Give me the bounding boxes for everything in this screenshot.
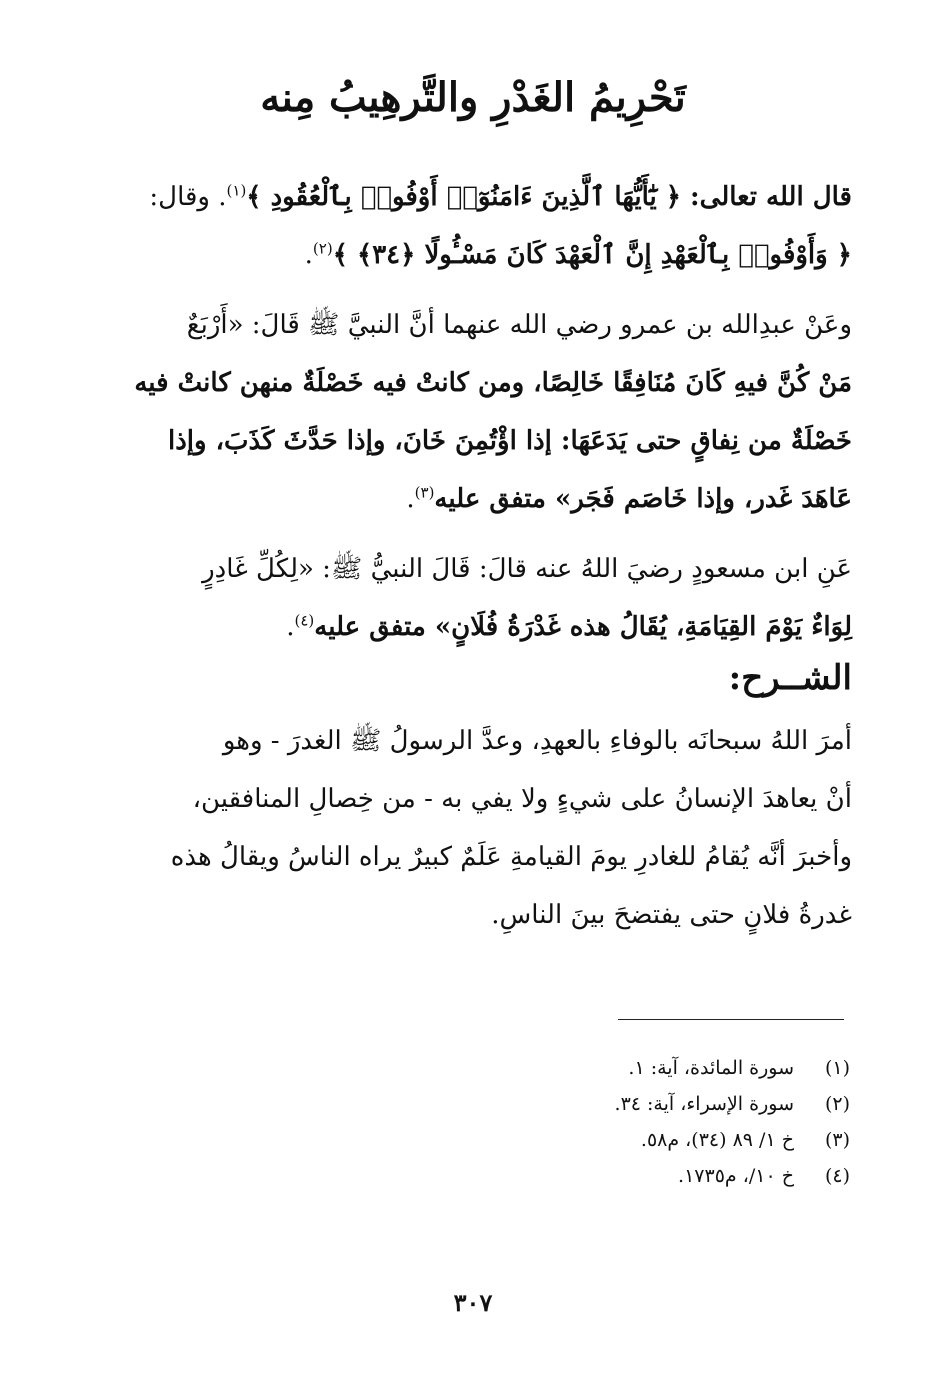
footnote-ref: (٢) — [312, 239, 333, 258]
intro-text: . وقال: — [149, 182, 227, 212]
footnote-text: سورة المائدة، آية: ١. — [628, 1057, 794, 1079]
commentary-line: غدرةُ فلانٍ حتى يفتضحَ بينَ الناسِ. — [491, 900, 852, 930]
footnotes-list — [430, 1050, 850, 1194]
footnote-number: (٣) — [824, 1129, 850, 1151]
footnote-separator — [618, 1019, 844, 1020]
hadith-text: عَاهَدَ غَدر، وإذا خَاصَم فَجَر» متفق عليه — [434, 484, 852, 514]
commentary-line: وأخبرَ أنَّه يُقامُ للغادرِ يومَ القيامةِ عَلَمٌ كبيرٌ يراه الناسُ ويقالُ هذه — [170, 842, 852, 872]
hadith-end: . — [406, 484, 415, 514]
hadith-end: . — [286, 612, 295, 642]
hadith-line — [94, 598, 852, 656]
hadith-paragraph — [94, 540, 852, 656]
footnote-ref: (٤) — [294, 611, 315, 630]
footnote-text: سورة الإسراء، آية: ٣٤. — [614, 1093, 794, 1115]
footnote-ref: (٣) — [414, 483, 435, 502]
commentary-heading: الشــرح: — [728, 658, 852, 698]
quran-verse: قال الله تعالى: ﴿ يَٰٓأَيُّهَا ٱلَّذِينَ ءَامَنُوٓا۟ أَوْفُوا۟ بِٱلْعُقُودِ ﴾ — [246, 182, 852, 212]
footnote-item — [430, 1086, 850, 1122]
chapter-title: تَحْرِيمُ الغَدْرِ والتَّرهِيبُ مِنه — [260, 74, 686, 121]
intro-line — [94, 226, 852, 284]
page-number: ٣٠٧ — [453, 1288, 493, 1317]
hadith-line: وعَنْ عبدِالله بن عمرو رضي الله عنهما أنَّ النبيَّ ﷺ قَالَ: «أَرْبَعٌ — [186, 310, 852, 340]
quran-intro-paragraph — [94, 168, 852, 284]
footnote-text: خ ١٠/، م١٧٣٥. — [678, 1165, 794, 1187]
commentary-line: أمرَ اللهُ سبحانَه بالوفاءِ بالعهدِ، وعدَّ الرسولُ ﷺ الغدرَ - وهو — [222, 726, 852, 756]
hadith-text: لِوَاءٌ يَوْمَ القِيَامَةِ، يُقَالُ هذه غَدْرَةُ فُلَانٍ» متفق عليه — [314, 612, 852, 642]
commentary-paragraph — [94, 712, 852, 944]
footnote-number: (١) — [824, 1057, 850, 1079]
footnote-ref: (١) — [226, 181, 247, 200]
quran-verse: ﴿ وَأَوْفُوا۟ بِٱلْعَهْدِ إِنَّ ٱلْعَهْدَ كَانَ مَسْـُٔولًا ﴿٣٤﴾ ﴾ — [332, 240, 852, 270]
intro-text: . — [304, 240, 313, 270]
commentary-line: أنْ يعاهدَ الإنسانُ على شيءٍ ولا يفي به - من خِصالِ المنافقين، — [192, 784, 852, 814]
commentary-text — [94, 712, 852, 956]
hadith-line — [94, 470, 852, 528]
footnote-item — [430, 1158, 850, 1194]
hadith-line: مَنْ كُنَّ فيهِ كَانَ مُنَافِقًا خَالِصًا، ومن كانتْ فيه خَصْلَةٌ منهن كانتْ فيه — [134, 368, 852, 398]
hadith-paragraph — [94, 296, 852, 528]
footnote-item — [430, 1122, 850, 1158]
footnote-item — [430, 1050, 850, 1086]
intro-line — [94, 168, 852, 226]
hadith-line: خَصْلَةٌ من نِفاقٍ حتى يَدَعَهَا: إذا اؤْتُمِنَ خَانَ، وإذا حَدَّثَ كَذَبَ، وإذا — [167, 426, 852, 456]
hadith-line: عَنِ ابن مسعودٍ رضيَ اللهُ عنه قالَ: قَالَ النبيُّ ﷺ: «لِكُلِّ غَادِرٍ — [202, 554, 852, 584]
footnote-text: خ ١/ ٨٩ (٣٤)، م٥٨. — [640, 1129, 794, 1151]
footnote-number: (٢) — [824, 1093, 850, 1115]
footnote-number: (٤) — [824, 1165, 850, 1187]
main-text — [94, 168, 852, 668]
